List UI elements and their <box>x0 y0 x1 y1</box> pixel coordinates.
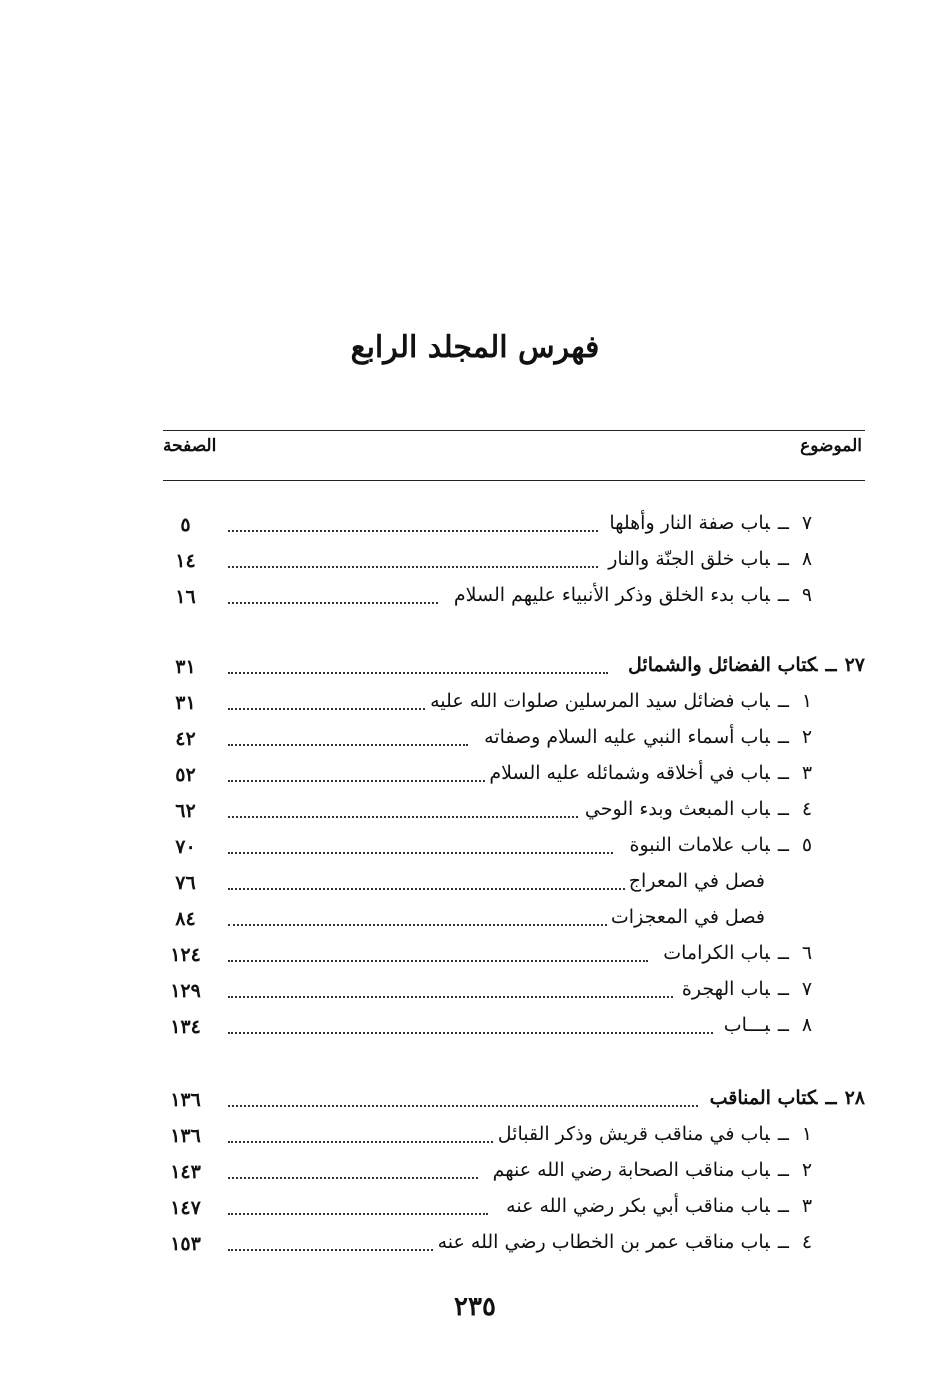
entry-title: باب بدء الخلق وذكر الأنبياء عليهم السلام <box>453 584 770 606</box>
entry-number: ٨ <box>801 1014 813 1036</box>
toc-page-number: ٥ <box>180 514 191 536</box>
toc-entry[interactable] <box>163 794 865 830</box>
entry-number: ٤ <box>801 798 813 820</box>
toc-entry[interactable] <box>163 1155 865 1191</box>
entry-dash: ــ <box>777 726 789 748</box>
dot-leader <box>228 768 488 782</box>
toc-entry-label <box>426 690 817 712</box>
entry-number: ٧ <box>801 512 813 534</box>
entry-dash: ــ <box>777 1231 789 1253</box>
entry-title: باب في أخلاقه وشمائله عليه السلام <box>489 762 770 784</box>
toc-page-number: ١٥٣ <box>170 1233 201 1255</box>
entry-title: باب مناقب أبي بكر رضي الله عنه <box>506 1195 770 1217</box>
toc-entry[interactable] <box>163 974 865 1010</box>
entry-dash: ــ <box>777 798 789 820</box>
toc-page-number: ١٤ <box>175 550 196 572</box>
toc-page-number: ١٢٤ <box>170 944 201 966</box>
dot-leader <box>228 660 608 674</box>
dot-leader <box>228 554 598 568</box>
entry-title: باب خلق الجنّة والنار <box>608 548 770 570</box>
toc-entry[interactable] <box>163 1119 865 1155</box>
entry-dash: ــ <box>777 690 789 712</box>
toc-page-number: ١٦ <box>175 586 196 608</box>
toc-page-number: ١٤٧ <box>170 1197 201 1219</box>
entry-title: باب مناقب الصحابة رضي الله عنهم <box>492 1159 770 1181</box>
toc-page-number: ٦٢ <box>175 800 196 822</box>
entry-title: كتاب المناقب <box>709 1087 818 1109</box>
toc-page-number: ١٣٦ <box>170 1089 201 1111</box>
entry-title: باب مناقب عمر بن الخطاب رضي الله عنه <box>437 1231 770 1253</box>
toc-entry[interactable] <box>163 580 865 616</box>
toc-entry-label <box>659 942 817 964</box>
dot-leader <box>228 912 623 926</box>
entry-number: ٢٨ <box>844 1087 865 1109</box>
toc-entry-label <box>502 1195 817 1217</box>
entry-dash: ــ <box>777 584 789 606</box>
page-number: ٢٣٥ <box>454 1292 496 1322</box>
entry-number: ١ <box>801 1123 813 1145</box>
entry-number: ١ <box>801 690 813 712</box>
toc-entry-label <box>607 906 765 928</box>
entry-title: بـــاب <box>723 1014 770 1036</box>
toc-entry-label <box>581 798 817 820</box>
entry-dash: ــ <box>777 834 789 856</box>
dot-leader <box>228 518 598 532</box>
entry-title: باب صفة النار وأهلها <box>609 512 770 534</box>
entry-dash: ــ <box>777 1159 789 1181</box>
toc-page-number: ١٤٣ <box>170 1161 201 1183</box>
dot-leader <box>228 1020 713 1034</box>
toc-entry-label <box>480 726 817 748</box>
entry-dash: ــ <box>777 942 789 964</box>
entry-dash: ــ <box>777 1123 789 1145</box>
entry-dash: ــ <box>777 548 789 570</box>
header-bottom-rule <box>163 480 865 481</box>
toc-entry[interactable] <box>163 508 865 544</box>
entry-dash: ــ <box>825 1087 837 1109</box>
toc-entry[interactable] <box>163 1191 865 1227</box>
entry-title: باب أسماء النبي عليه السلام وصفاته <box>484 726 770 748</box>
toc-entry-label <box>450 584 817 606</box>
entry-dash: ــ <box>777 762 789 784</box>
toc-entry-label <box>678 978 817 1000</box>
toc-entry[interactable] <box>163 1227 865 1263</box>
toc-page-number: ٥٢ <box>175 764 196 786</box>
toc-page-number: ٣١ <box>175 692 196 714</box>
dot-leader <box>228 876 633 890</box>
entry-number: ٢٧ <box>844 654 865 676</box>
toc-entry-label <box>626 834 817 856</box>
toc-page-number: ٨٤ <box>175 908 196 930</box>
entry-number: ٥ <box>801 834 813 856</box>
toc-page-number: ١٢٩ <box>170 980 201 1002</box>
toc-page-number: ٧٠ <box>175 836 196 858</box>
entry-dash: ــ <box>777 1014 789 1036</box>
toc-entry-label <box>624 654 865 676</box>
dot-leader <box>228 840 613 854</box>
header-top-rule <box>163 430 865 431</box>
entry-title: باب علامات النبوة <box>629 834 770 856</box>
toc-entry[interactable] <box>163 722 865 758</box>
toc-page-number: ١٣٦ <box>170 1125 201 1147</box>
entry-title: كتاب الفضائل والشمائل <box>628 654 818 676</box>
toc-subsection-entry[interactable] <box>163 902 865 938</box>
entry-title: باب المبعث وبدء الوحي <box>584 798 770 820</box>
toc-entry-label <box>706 1087 865 1109</box>
page-column-heading: الصفحة <box>163 436 217 456</box>
toc-entry-label <box>720 1014 817 1036</box>
entry-title: فصل في المعراج <box>628 870 765 892</box>
toc-page-number: ١٣٤ <box>170 1016 201 1038</box>
dot-leader <box>228 590 438 604</box>
entry-number: ٨ <box>801 548 813 570</box>
entry-dash: ــ <box>777 512 789 534</box>
toc-entry-label <box>489 1159 817 1181</box>
toc-subsection-entry[interactable] <box>163 866 865 902</box>
toc-entry-label <box>494 1123 817 1145</box>
dot-leader <box>228 1201 488 1215</box>
entry-dash: ــ <box>777 978 789 1000</box>
toc-book-entry[interactable] <box>163 650 865 686</box>
toc-entry[interactable] <box>163 830 865 866</box>
entry-number: ٩ <box>801 584 813 606</box>
dot-leader <box>228 1129 508 1143</box>
toc-entry[interactable] <box>163 686 865 722</box>
dot-leader <box>228 1165 478 1179</box>
entry-number: ٣ <box>801 762 813 784</box>
toc-entry-label <box>434 1231 817 1253</box>
toc-entry-label <box>485 762 817 784</box>
toc-entry-label <box>604 548 817 570</box>
topic-column-heading: الموضوع <box>800 436 862 456</box>
entry-number: ٢ <box>801 726 813 748</box>
toc-book-entry[interactable] <box>163 1083 865 1119</box>
dot-leader <box>228 696 428 710</box>
toc-entry[interactable] <box>163 544 865 580</box>
page-title: فهرس المجلد الرابع <box>350 330 600 365</box>
entry-title: باب الكرامات <box>663 942 770 964</box>
dot-leader <box>228 1237 433 1251</box>
entry-dash: ــ <box>777 1195 789 1217</box>
entry-number: ٧ <box>801 978 813 1000</box>
toc-page-number: ٣١ <box>175 656 196 678</box>
entry-title: باب فضائل سيد المرسلين صلوات الله عليه <box>430 690 770 712</box>
dot-leader <box>228 732 468 746</box>
entry-number: ٦ <box>801 942 813 964</box>
toc-page-number: ٧٦ <box>175 872 196 894</box>
entry-title: باب في مناقب قريش وذكر القبائل <box>497 1123 770 1145</box>
entry-number: ٤ <box>801 1231 813 1253</box>
entry-dash: ــ <box>825 654 837 676</box>
dot-leader <box>228 984 673 998</box>
entry-title: باب الهجرة <box>681 978 770 1000</box>
toc-entry[interactable] <box>163 938 865 974</box>
dot-leader <box>228 1093 698 1107</box>
entry-number: ٢ <box>801 1159 813 1181</box>
toc-entry-label <box>625 870 765 892</box>
toc-page-number: ٤٢ <box>175 728 196 750</box>
dot-leader <box>228 948 648 962</box>
toc-entry-label <box>605 512 817 534</box>
entry-title: فصل في المعجزات <box>610 906 765 928</box>
toc-entry[interactable] <box>163 758 865 794</box>
toc-entry[interactable] <box>163 1010 865 1046</box>
dot-leader <box>228 804 578 818</box>
entry-number: ٣ <box>801 1195 813 1217</box>
